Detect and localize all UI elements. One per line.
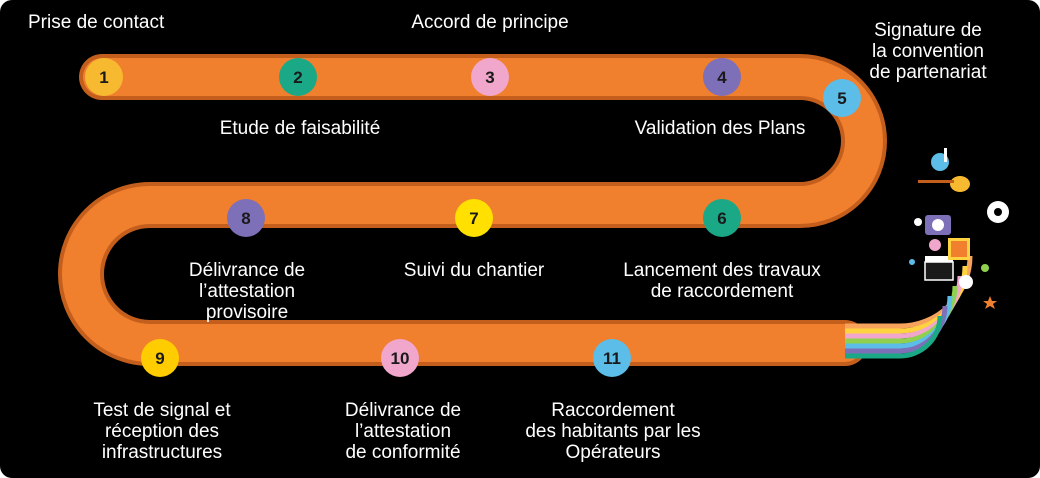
- step-number-1: 1: [99, 68, 109, 87]
- step-marker-3: [471, 58, 509, 96]
- music-note-icon: [931, 148, 949, 171]
- step-marker-5: [823, 79, 861, 117]
- step-label-6: Lancement des travaux de raccordement: [623, 260, 821, 302]
- photo-icon: [948, 238, 970, 260]
- step-marker-4: [703, 58, 741, 96]
- step-number-4: 4: [717, 68, 727, 87]
- step-label-1: Prise de contact: [28, 12, 165, 33]
- step-marker-10: [381, 339, 419, 377]
- step-label-8: Délivrance de l’attestation provisoire: [188, 260, 306, 323]
- step-label-2: Etude de faisabilité: [219, 118, 381, 139]
- step-marker-9: [141, 339, 179, 377]
- step-marker-7: [455, 199, 493, 237]
- step-number-5: 5: [837, 89, 847, 108]
- step-number-6: 6: [717, 209, 727, 228]
- step-number-3: 3: [485, 68, 495, 87]
- soccer-ball-icon: [987, 201, 1009, 223]
- step-label-9: Test de signal et réception des infrastructures: [93, 400, 231, 463]
- step-marker-11: [593, 339, 631, 377]
- step-label-5: Signature de la convention de partenariat: [869, 20, 987, 83]
- step-label-4: Validation des Plans: [634, 118, 806, 139]
- step-number-11: 11: [603, 349, 621, 368]
- step-number-7: 7: [469, 209, 479, 228]
- step-label-7: Suivi du chantier: [403, 260, 545, 281]
- guitar-icon: [918, 176, 970, 192]
- step-number-2: 2: [293, 68, 303, 87]
- step-marker-8: [227, 199, 265, 237]
- step-marker-1: [85, 58, 123, 96]
- step-number-10: 10: [390, 349, 410, 368]
- step-marker-6: [703, 199, 741, 237]
- step-number-9: 9: [155, 349, 165, 368]
- step-label-10: Délivrance de l’attestation de conformité: [344, 400, 462, 463]
- camera-icon: [925, 215, 951, 235]
- step-label-3: Accord de principe: [411, 12, 569, 33]
- step-marker-2: [279, 58, 317, 96]
- step-number-8: 8: [241, 209, 251, 228]
- step-label-11: Raccordement des habitants par les Opérateurs: [525, 400, 701, 463]
